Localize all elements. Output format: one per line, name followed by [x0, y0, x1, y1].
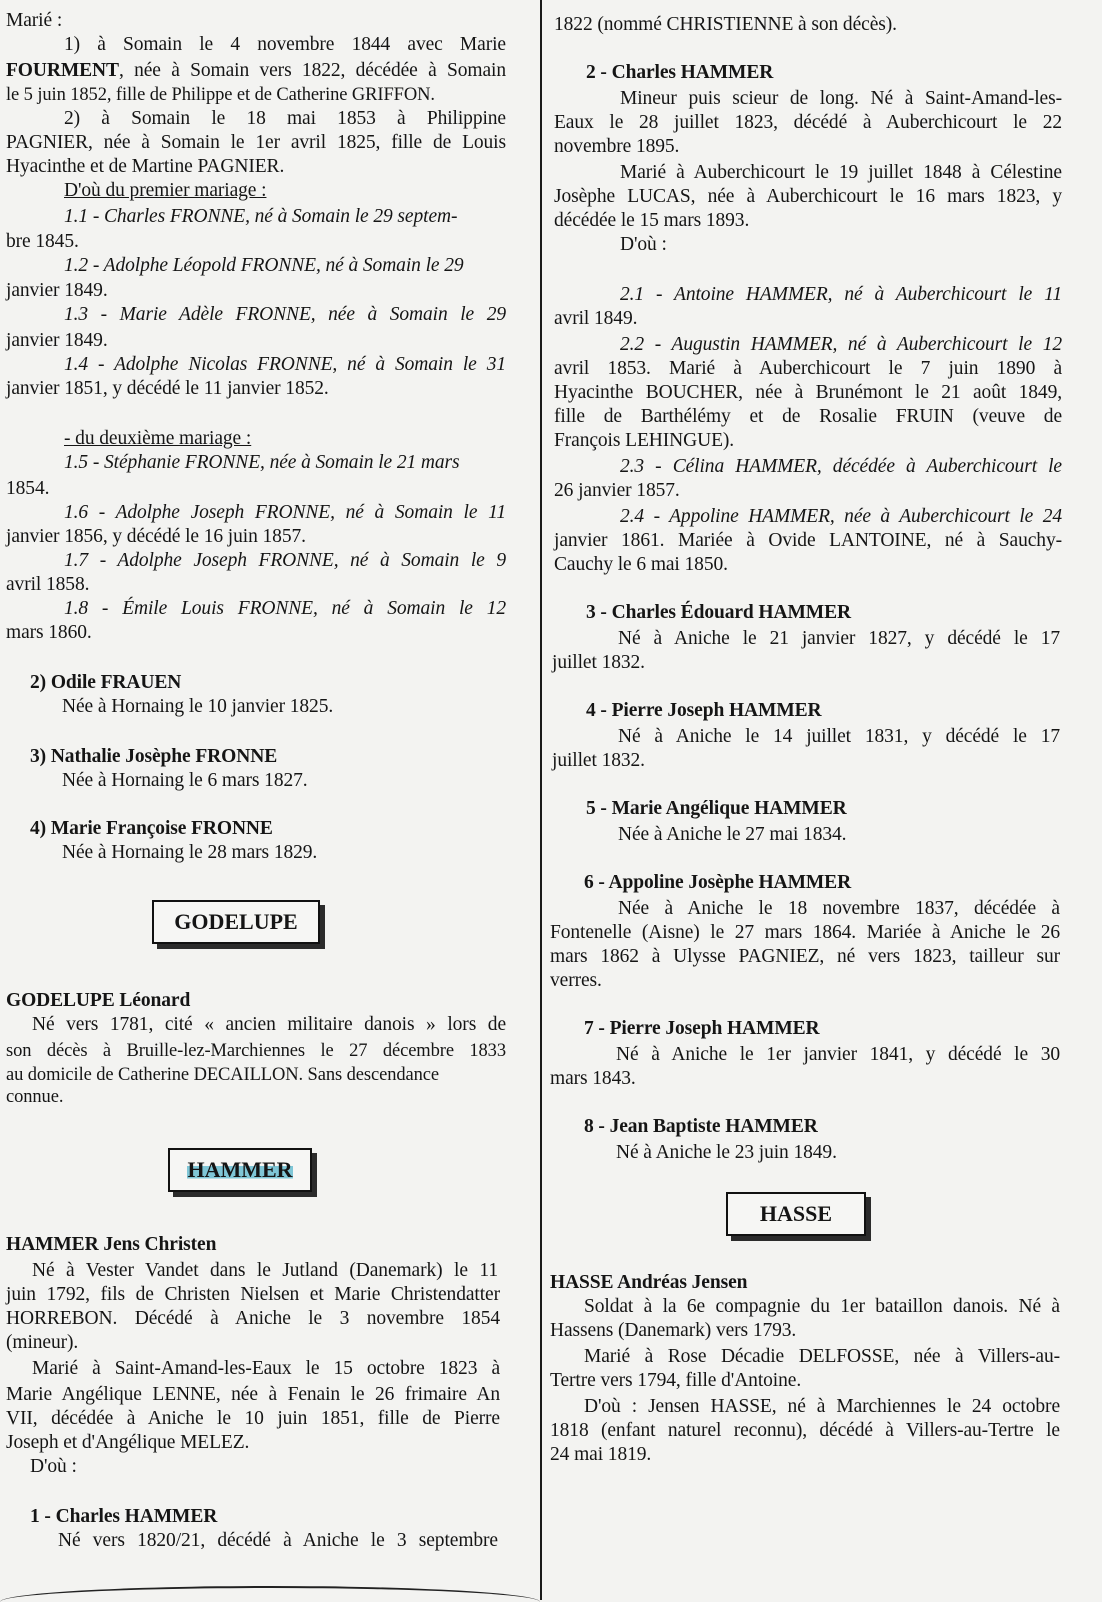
- line: Née à Hornaing le 28 mars 1829.: [62, 842, 318, 863]
- line: 1.3 - Marie Adèle FRONNE, née à Somain le 29: [64, 304, 506, 325]
- line: Né à Aniche le 1er janvier 1841, y décédé le 30: [616, 1044, 1060, 1065]
- line: Né à Aniche le 23 juin 1849.: [616, 1142, 837, 1163]
- line-text: , née à Somain vers 1822, décédée à Somain: [118, 60, 506, 81]
- line: avril 1849.: [554, 308, 638, 329]
- entry-heading: 2 - Charles HAMMER: [586, 62, 774, 83]
- line: janvier 1851, y décédé le 11 janvier 1852.: [6, 378, 329, 399]
- line: bre 1845.: [6, 231, 79, 252]
- heading-hasse: [726, 1192, 866, 1236]
- line: janvier 1861. Mariée à Ovide LANTOINE, né à Sauchy-: [554, 530, 1062, 551]
- line: 1.2 - Adolphe Léopold FRONNE, né à Somain le 29: [64, 255, 464, 276]
- line: janvier 1849.: [6, 280, 108, 301]
- line: Marié à Auberchicourt le 19 juillet 1848 à Célestine: [620, 162, 1062, 183]
- line: Fontenelle (Aisne) le 27 mars 1864. Mariée à Aniche le 26: [550, 922, 1060, 943]
- line: Marie Angélique LENNE, née à Fenain le 26 frimaire An: [6, 1384, 500, 1405]
- heading-hammer: [168, 1148, 312, 1192]
- line: [6, 60, 506, 82]
- line: Née à Aniche le 27 mai 1834.: [618, 824, 847, 845]
- entry-heading: 4 - Pierre Joseph HAMMER: [586, 700, 822, 721]
- line: juin 1792, fils de Christen Nielsen et Marie Christendatter: [6, 1284, 500, 1305]
- line: D'où :: [30, 1456, 77, 1477]
- line: PAGNIER, née à Somain le 1er avril 1825, fille de Louis: [6, 132, 506, 153]
- line: 1.8 - Émile Louis FRONNE, né à Somain le 12: [64, 598, 506, 619]
- line: 2.1 - Antoine HAMMER, né à Auberchicourt le 11: [620, 284, 1062, 305]
- line: 24 mai 1819.: [550, 1444, 652, 1465]
- heading-text: HASSE: [759, 1201, 833, 1226]
- line: Cauchy le 6 mai 1850.: [554, 554, 728, 575]
- line: 1.7 - Adolphe Joseph FRONNE, né à Somain le 9: [64, 550, 506, 571]
- column-divider: [540, 0, 542, 1600]
- line: D'où :: [620, 234, 667, 255]
- line: janvier 1856, y décédé le 16 juin 1857.: [6, 526, 306, 547]
- line: (mineur).: [6, 1332, 79, 1353]
- heading-text: HAMMER: [187, 1157, 293, 1182]
- heading-text: GODELUPE: [174, 909, 298, 934]
- line: D'où : Jensen HASSE, né à Marchiennes le 24 octobre: [584, 1396, 1060, 1417]
- line: le 5 juin 1852, fille de Philippe et de Catherine GRIFFON.: [6, 85, 435, 105]
- line: HORREBON. Décédé à Aniche le 3 novembre 1854: [6, 1308, 500, 1329]
- line: 1818 (enfant naturel reconnu), décédé à Villers-au-Tertre le: [550, 1420, 1060, 1441]
- line: mars 1860.: [6, 622, 92, 643]
- line: Tertre vers 1794, fille d'Antoine.: [550, 1370, 802, 1391]
- line: Né vers 1781, cité « ancien militaire danois » lors de: [32, 1014, 506, 1035]
- line: mars 1843.: [550, 1068, 636, 1089]
- line: juillet 1832.: [552, 750, 645, 771]
- line: François LEHINGUE).: [554, 430, 735, 451]
- line: Né vers 1820/21, décédé à Aniche le 3 septembre: [58, 1530, 498, 1551]
- heading-godelupe: [152, 900, 320, 944]
- line: 2.4 - Appoline HAMMER, née à Auberchicourt le 24: [620, 506, 1062, 527]
- entry-heading: 7 - Pierre Joseph HAMMER: [584, 1018, 820, 1039]
- line: Eaux le 28 juillet 1823, décédé à Auberchicourt le 22: [554, 112, 1062, 133]
- line: 1.1 - Charles FRONNE, né à Somain le 29 septem-: [64, 206, 458, 227]
- line: Hassens (Danemark) vers 1793.: [550, 1320, 797, 1341]
- entry-heading: 4) Marie Françoise FRONNE: [30, 818, 273, 839]
- line: 1854.: [6, 478, 50, 499]
- entry-heading: 5 - Marie Angélique HAMMER: [586, 798, 847, 819]
- line: connue.: [6, 1087, 64, 1107]
- line: au domicile de Catherine DECAILLON. Sans descendance: [6, 1065, 440, 1085]
- entry-heading: GODELUPE Léonard: [6, 990, 191, 1011]
- line: fille de Barthélémy et de Rosalie FRUIN (veuve de: [554, 406, 1062, 427]
- line: avril 1858.: [6, 574, 90, 595]
- line: 2.2 - Augustin HAMMER, né à Auberchicourt le 12: [620, 334, 1062, 355]
- line: janvier 1849.: [6, 330, 108, 351]
- entry-heading: HASSE Andréas Jensen: [550, 1272, 748, 1293]
- entry-heading: HAMMER Jens Christen: [6, 1234, 217, 1255]
- line: Né à Aniche le 14 juillet 1831, y décédé le 17: [618, 726, 1060, 747]
- line: Josèphe LUCAS, née à Auberchicourt le 16 mars 1823, y: [554, 186, 1062, 207]
- line: 2.3 - Célina HAMMER, décédée à Auberchicourt le: [620, 456, 1062, 477]
- line: mars 1862 à Ulysse PAGNIEZ, né vers 1823, tailleur sur: [550, 946, 1060, 967]
- line: D'où du premier mariage :: [64, 180, 267, 201]
- line: 1.6 - Adolphe Joseph FRONNE, né à Somain le 11: [64, 502, 506, 523]
- entry-heading: 1 - Charles HAMMER: [30, 1506, 218, 1527]
- line: Née à Hornaing le 6 mars 1827.: [62, 770, 308, 791]
- entry-heading: 3 - Charles Édouard HAMMER: [586, 602, 851, 623]
- line: 1822 (nommé CHRISTIENNE à son décès).: [554, 14, 897, 35]
- line: Soldat à la 6e compagnie du 1er bataillon danois. Né à: [584, 1296, 1060, 1317]
- line: Joseph et d'Angélique MELEZ.: [6, 1432, 250, 1453]
- line: son décès à Bruille-lez-Marchiennes le 27 décembre 1833: [6, 1041, 506, 1061]
- line: avril 1853. Marié à Auberchicourt le 7 juin 1890 à: [554, 358, 1062, 379]
- line: Née à Aniche le 18 novembre 1837, décédée à: [618, 898, 1060, 919]
- line: VII, décédée à Aniche le 10 juin 1851, fille de Pierre: [6, 1408, 500, 1429]
- line: Marié à Rose Décadie DELFOSSE, née à Villers-au-: [584, 1346, 1060, 1367]
- line: Hyacinthe BOUCHER, née à Brunémont le 21 août 1849,: [554, 382, 1062, 403]
- line: 1) à Somain le 4 novembre 1844 avec Marie: [64, 34, 506, 55]
- line: Hyacinthe et de Martine PAGNIER.: [6, 156, 285, 177]
- line: novembre 1895.: [554, 136, 680, 157]
- line: 1.4 - Adolphe Nicolas FRONNE, né à Somain le 31: [64, 354, 506, 375]
- line: verres.: [550, 970, 602, 991]
- line: décédée le 15 mars 1893.: [554, 210, 750, 231]
- line: Née à Hornaing le 10 janvier 1825.: [62, 696, 334, 717]
- line: Mineur puis scieur de long. Né à Saint-Amand-les-: [620, 88, 1062, 109]
- entry-heading: 8 - Jean Baptiste HAMMER: [584, 1116, 818, 1137]
- surname: FOURMENT: [6, 60, 119, 81]
- line: 2) à Somain le 18 mai 1853 à Philippine: [64, 108, 506, 129]
- line: - du deuxième mariage :: [64, 428, 252, 449]
- line: Né à Aniche le 21 janvier 1827, y décédé le 17: [618, 628, 1060, 649]
- line: Né à Vester Vandet dans le Jutland (Danemark) le 11: [32, 1260, 498, 1281]
- entry-heading: 6 - Appoline Josèphe HAMMER: [584, 872, 852, 893]
- entry-heading: 2) Odile FRAUEN: [30, 672, 182, 693]
- line: Marié à Saint-Amand-les-Eaux le 15 octobre 1823 à: [32, 1358, 500, 1379]
- line: 1.5 - Stéphanie FRONNE, née à Somain le 21 mars: [64, 452, 460, 473]
- line: Marié :: [6, 10, 63, 31]
- line: 26 janvier 1857.: [554, 480, 680, 501]
- entry-heading: 3) Nathalie Josèphe FRONNE: [30, 746, 278, 767]
- line: juillet 1832.: [552, 652, 645, 673]
